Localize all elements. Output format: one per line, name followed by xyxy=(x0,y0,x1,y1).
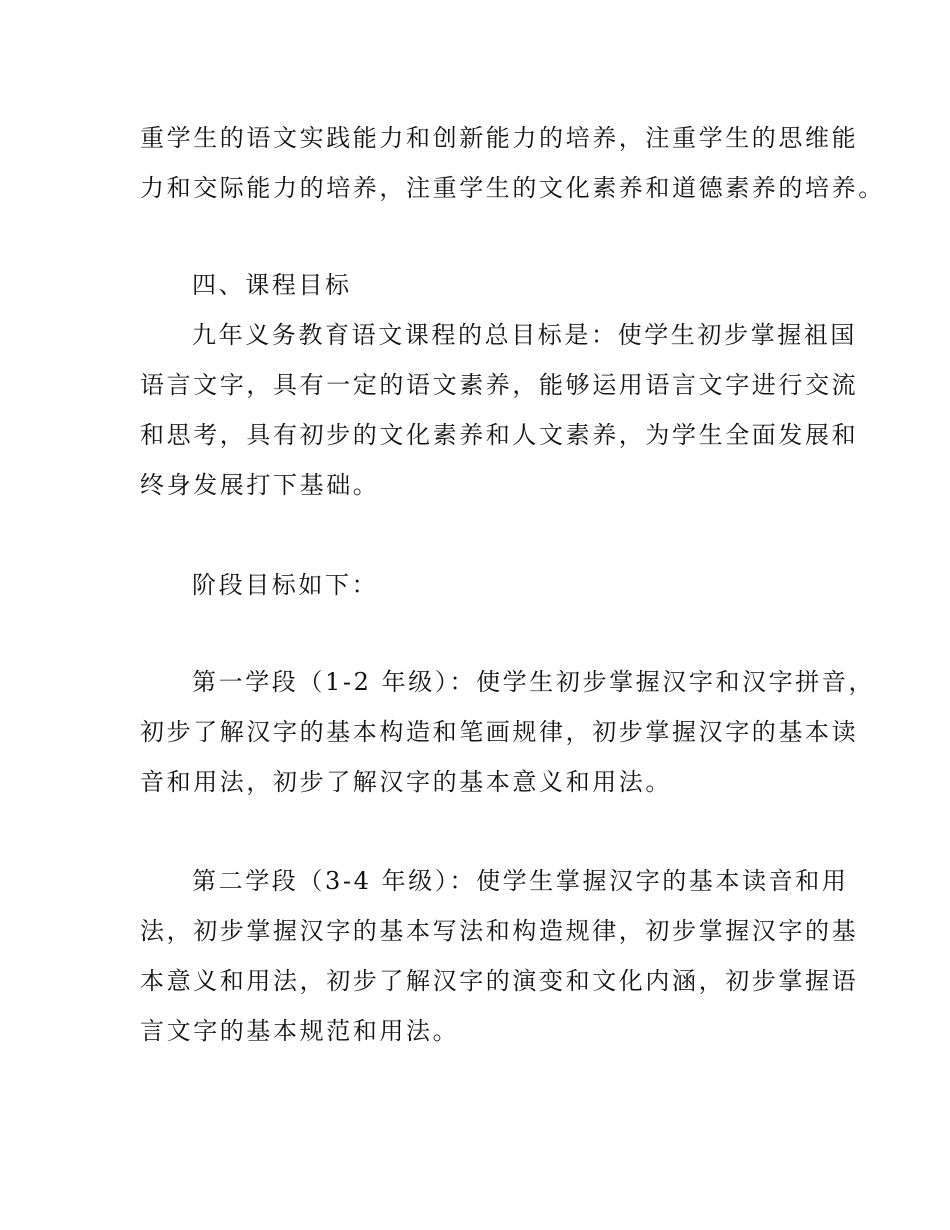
paragraph-line: 语言文字，具有一定的语文素养，能够运用语言文字进行交流 xyxy=(140,371,859,399)
paragraph-line: 力和交际能力的培养，注重学生的文化素养和道德素养的培养。 xyxy=(140,174,885,202)
paragraph-line: 阶段目标如下： xyxy=(192,571,379,599)
paragraph-line: 和思考，具有初步的文化素养和人文素养，为学生全面发展和 xyxy=(140,421,859,449)
paragraph-line: 第一学段（1-2 年级）：使学生初步掌握汉字和汉字拼音， xyxy=(192,668,876,696)
paragraph-line: 法，初步掌握汉字的基本写法和构造规律，初步掌握汉字的基 xyxy=(140,917,859,945)
paragraph-line: 终身发展打下基础。 xyxy=(140,471,380,499)
paragraph-line: 本意义和用法，初步了解汉字的演变和文化内涵，初步掌握语 xyxy=(140,967,859,995)
paragraph-line: 重学生的语文实践能力和创新能力的培养，注重学生的思维能 xyxy=(140,124,859,152)
paragraph-line: 言文字的基本规范和用法。 xyxy=(140,1017,460,1045)
paragraph-line: 九年义务教育语文课程的总目标是：使学生初步掌握祖国 xyxy=(192,321,857,349)
paragraph-line: 初步了解汉字的基本构造和笔画规律，初步掌握汉字的基本读 xyxy=(140,718,859,746)
paragraph-line: 音和用法，初步了解汉字的基本意义和用法。 xyxy=(140,768,672,796)
paragraph-line: 第二学段（3-4 年级）：使学生掌握汉字的基本读音和用 xyxy=(192,867,849,895)
section-heading: 四、课程目标 xyxy=(192,271,352,299)
